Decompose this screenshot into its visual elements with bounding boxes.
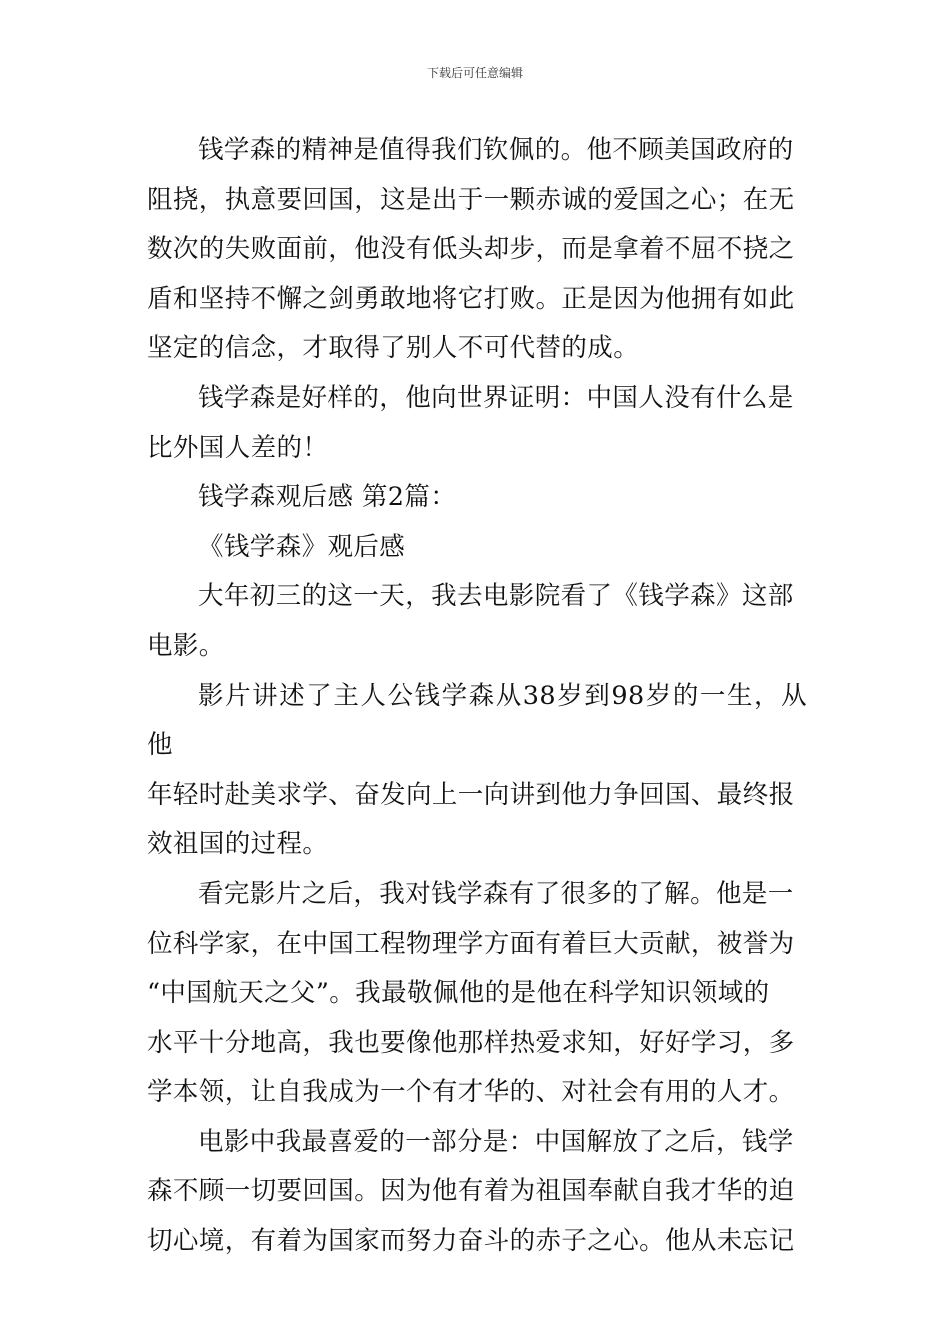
text-line: 水平十分地高，我也要像他那样热爱求知，好好学习，多 (147, 1027, 795, 1058)
paragraph-3 (147, 572, 807, 671)
paragraph-2 (147, 374, 807, 473)
text-line: 盾和坚持不懈之剑勇敢地将它打败。正是因为他拥有如此 (147, 283, 795, 314)
text-line: 比外国人差的！ (147, 432, 329, 463)
text-line: 看完影片之后，我对钱学森有了很多的了解。他是一 (198, 878, 794, 909)
text-line: 年轻时赴美求学、奋发向上一向讲到他力争回国、最终报 (147, 779, 795, 810)
page-header-note: 下载后可任意编辑 (426, 66, 523, 80)
text-line: 钱学森的精神是值得我们钦佩的。他不顾美国政府的 (198, 135, 794, 165)
text-line: 电影。 (147, 630, 225, 661)
text-line: 学本领，让自我成为一个有才华的、对社会有用的人才。 (147, 1077, 795, 1108)
text-line: 位科学家，在中国工程物理学方面有着巨大贡献，被誉为 (147, 928, 795, 959)
text-line: 电影中我最喜爱的一部分是：中国解放了之后，钱学 (198, 1126, 794, 1157)
text-line: “中国航天之父”。我最敬佩他的是他在科学知识领域的 (147, 978, 770, 1009)
text-line: 数次的失败面前，他没有低头却步，而是拿着不屈不挠之 (147, 234, 795, 265)
paragraph-6 (147, 1118, 807, 1267)
text-line: 《钱学森》观后感 (198, 531, 406, 562)
article-title (147, 523, 807, 573)
text-line: 阻挠，执意要回国，这是出于一颗赤诚的爱国之心；在无 (147, 184, 795, 215)
text-line: 钱学森是好样的，他向世界证明：中国人没有什么是 (198, 382, 794, 413)
text-line: 影片讲述了主人公钱学森从38岁到98岁的一生，从他 (147, 680, 807, 761)
paragraph-5 (147, 870, 807, 1118)
text-line: 森不顾一切要回国。因为他有着为祖国奉献自我才华的迫 (147, 1176, 795, 1207)
document-body (147, 126, 807, 1267)
text-line: 大年初三的这一天，我去电影院看了《钱学森》这部 (198, 581, 794, 612)
text-line: 切心境，有着为国家而努力奋斗的赤子之心。他从未忘记 (147, 1226, 795, 1257)
text-line: 坚定的信念，才取得了别人不可代替的成。 (147, 333, 640, 364)
paragraph-4 (147, 672, 807, 870)
text-line: 效祖国的过程。 (147, 829, 329, 860)
section-heading (147, 473, 807, 523)
text-line: 钱学森观后感 第2篇： (198, 482, 457, 513)
paragraph-1 (147, 126, 807, 374)
